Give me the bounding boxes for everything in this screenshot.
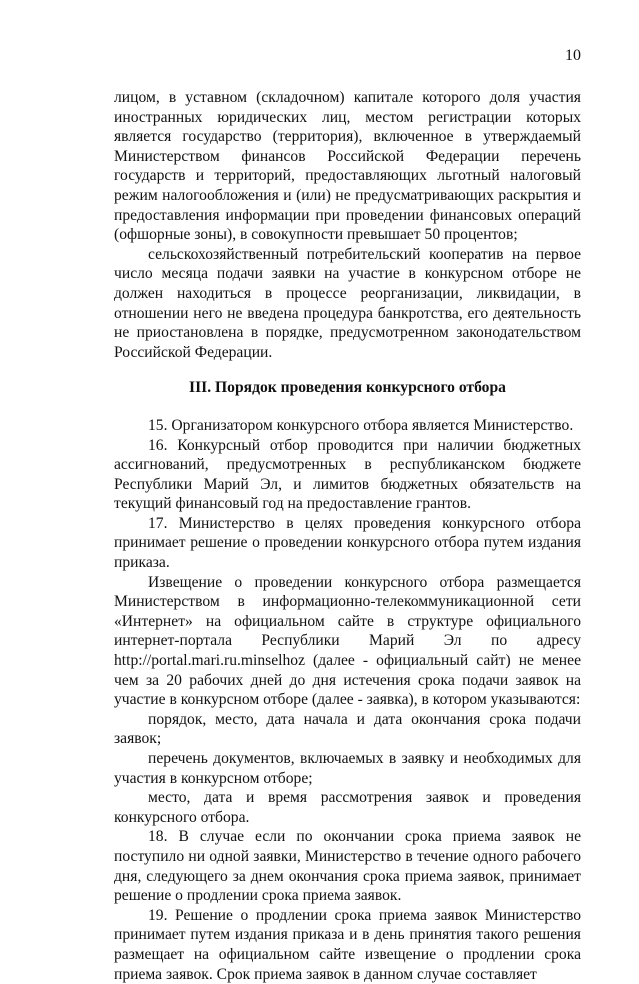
paragraph-foreign-capital: лицом, в уставном (складочном) капитале которого доля участия иностранных юридических лиц, местом регистрации которых является государство (территория), включенное в утверждаемый Министерством финансов Российской Федерации перечень государств и территорий, предоставляющих льготный налоговый режим налогообложения и (или) не предусматривающих раскрытия и предоставления информации при проведении финансовых операций (офшорные зоны), в совокупности превышает 50 процентов; — [114, 89, 581, 244]
paragraph-15: 15. Организатором конкурсного отбора является Министерство. — [148, 416, 574, 434]
document-body — [114, 88, 581, 984]
section-heading: III. Порядок проведения конкурсного отбора — [189, 379, 506, 397]
paragraph-17: 17. Министерство в целях проведения конкурсного отбора принимает решение о проведении конкурсного отбора путем издания приказа. — [114, 514, 581, 572]
paragraph-notice: Извещение о проведении конкурсного отбора размещается Министерством в информационно-телекоммуникационной сети «Интернет» на официальном сайте в структуре официального интернет-портала Республики Марий Эл по адресу http://portal.mari.ru.minselhoz (далее - официальный сайт) не менее чем за 20 рабочих дней до дня истечения срока подачи заявок на участие в конкурсном отборе (далее - заявка), в котором указываются: — [114, 573, 581, 709]
list-item-order-place-dates: порядок, место, дата начала и дата окончания срока подачи заявок; — [114, 710, 581, 748]
paragraph-cooperative: сельскохозяйственный потребительский кооператив на первое число месяца подачи заявки на участие в конкурсном отборе не должен находиться в процессе реорганизации, ликвидации, в отношении него не введена процедура банкротства, его деятельность не приостановлена в порядке, предусмотренном законодательством Российской Федерации. — [114, 245, 581, 361]
paragraph-16: 16. Конкурсный отбор проводится при наличии бюджетных ассигнований, предусмотренных в республиканском бюджете Республики Марий Эл, и лимитов бюджетных обязательств на текущий финансовый год на предоставление грантов. — [114, 436, 581, 513]
list-item-documents: перечень документов, включаемых в заявку и необходимых для участия в конкурсном отборе; — [114, 750, 581, 787]
list-item-review-place-time: место, дата и время рассмотрения заявок и проведения конкурсного отбора. — [114, 789, 581, 826]
paragraph-18: 18. В случае если по окончании срока приема заявок не поступило ни одной заявки, Министерство в течение одного рабочего дня, следующего за днем окончания срока приема заявок, принимает решение о продлении срока приема заявок. — [114, 828, 581, 905]
paragraph-19: 19. Решение о продлении срока приема заявок Министерство принимает путем издания приказа и в день принятия такого решения размещает на официальном сайте извещение о продлении срока приема заявок. Срок приема заявок в данном случае составляет — [114, 906, 581, 983]
page-number: 10 — [565, 47, 581, 64]
